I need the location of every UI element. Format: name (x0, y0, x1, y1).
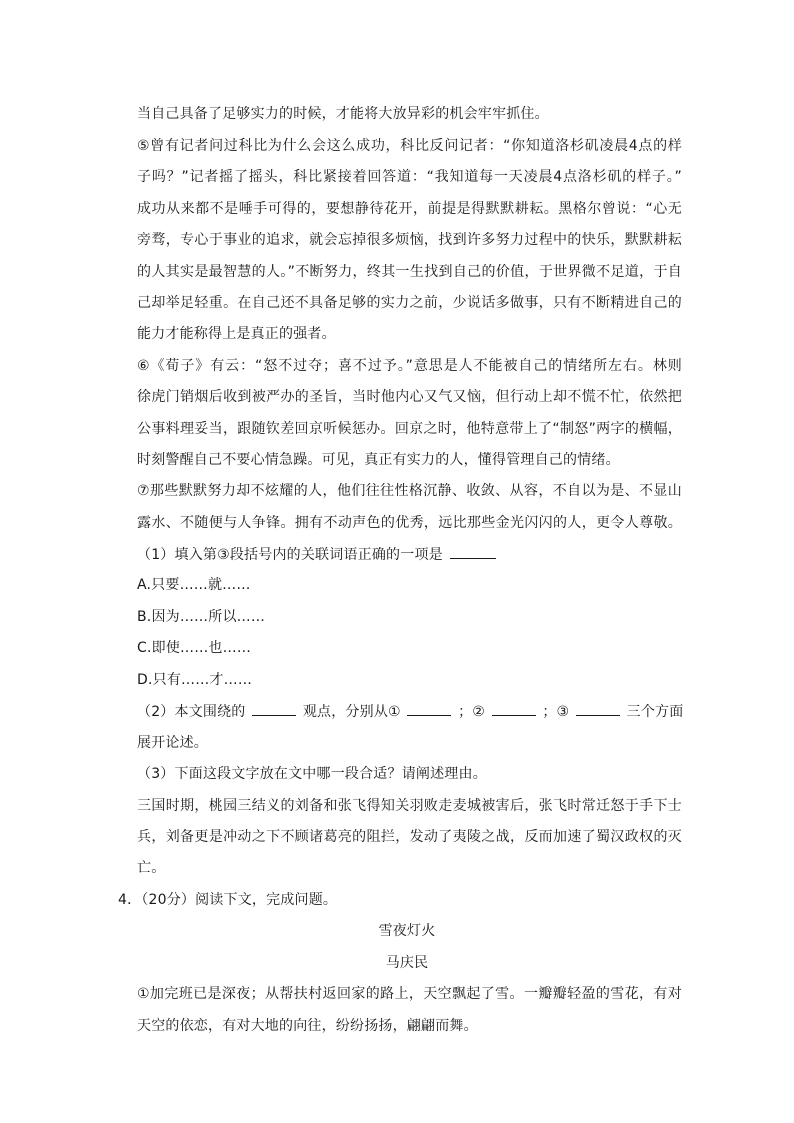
question-3-passage-line: 三国时期，桃园三结义的刘备和张飞得知关羽败走麦城被害后，张飞时常迁怒于手下士 (137, 798, 682, 814)
question-4-header: 4．（20分）阅读下文，完成问题。 (118, 892, 338, 908)
question-2-part: ；② (458, 704, 486, 720)
essay-line: 子吗？”记者摇了摇头，科比紧接着回答道：“我知道每一天凌晨4点洛杉矶的样子。” (137, 169, 682, 185)
essay-line: 当自己具备了足够实力的时候，才能将大放异彩的机会牢牢抓住。 (137, 106, 549, 122)
answer-blank[interactable] (492, 701, 536, 716)
essay-line: 旁骛，专心于事业的追求，就会忘掉很多烦恼，找到许多努力过程中的快乐，默默耕耘 (137, 232, 682, 248)
question-3-passage-line: 亡。 (137, 860, 166, 876)
question-2 (137, 701, 682, 722)
article-author: 马庆民 (385, 955, 429, 971)
option-b: B.因为……所以…… (137, 609, 266, 625)
question-1 (137, 544, 682, 565)
essay-line: 露水、不随便与人争锋。拥有不动声色的优秀，远比那些金光闪闪的人，更令人尊敬。 (137, 515, 682, 531)
essay-line: ⑤曾有记者问过科比为什么会这么成功，科比反问记者：“你知道洛杉矶凌晨4点的样 (137, 138, 682, 154)
essay-line: 己却举足轻重。在自己还不具备足够的实力之前，少说话多做事，只有不断精进自己的 (137, 295, 682, 311)
essay-line: 的人其实是最智慧的人。”不断努力，终其一生找到自己的价值，于世界微不足道，于自 (137, 264, 682, 280)
article-line: ①加完班已是深夜；从帮扶村返回家的路上，天空飘起了雪。一瓣瓣轻盈的雪花，有对 (137, 986, 682, 1002)
essay-line: 时刻警醒自己不要心情急躁。可见，真正有实力的人，懂得管理自己的情绪。 (137, 452, 620, 468)
question-2-part: （2）本文围绕的 (137, 704, 246, 720)
essay-line: 徐虎门销烟后收到被严办的圣旨，当时他内心又气又恼，但行动上却不慌不忙，依然把 (137, 389, 682, 405)
article-title: 雪夜灯火 (378, 923, 436, 939)
answer-blank[interactable] (407, 701, 451, 716)
answer-blank[interactable] (450, 544, 496, 559)
article-line: 天空的依恋，有对大地的向往，纷纷扬扬，翩翩而舞。 (137, 1018, 478, 1034)
question-2-part: 观点，分别从① (302, 704, 401, 720)
option-d: D.只有……才…… (137, 672, 253, 688)
option-a: A.只要……就…… (137, 577, 251, 593)
answer-blank[interactable] (576, 701, 620, 716)
question-2-line2: 展开论述。 (137, 735, 208, 751)
question-2-part: 三个方面 (626, 704, 684, 720)
question-1-text: （1）填入第③段括号内的关联词语正确的一项是 (137, 547, 443, 563)
question-2-part: ；③ (542, 704, 570, 720)
answer-blank[interactable] (252, 701, 296, 716)
essay-line: 公事料理妥当，跟随钦差回京听候惩办。回京之时，他特意带上了“制怒”两字的横幅， (137, 421, 682, 437)
essay-line: ⑦那些默默努力却不炫耀的人，他们往往性格沉静、收敛、从容，不自以为是、不显山 (137, 483, 682, 499)
essay-line: ⑥《荀子》有云：“怒不过夺；喜不过予。”意思是人不能被自己的情绪所左右。林则 (137, 358, 682, 374)
question-3: （3）下面这段文字放在文中哪一段合适？请阐述理由。 (137, 766, 487, 782)
essay-line: 能力才能称得上是真正的强者。 (137, 326, 336, 342)
essay-line: 成功从来都不是唾手可得的，要想静待花开，前提是得默默耕耘。黑格尔曾说：“心无 (137, 201, 682, 217)
question-3-passage-line: 兵，刘备更是冲动之下不顾诸葛亮的阻拦，发动了夷陵之战，反而加速了蜀汉政权的灭 (137, 829, 682, 845)
option-c: C.即使……也…… (137, 640, 252, 656)
